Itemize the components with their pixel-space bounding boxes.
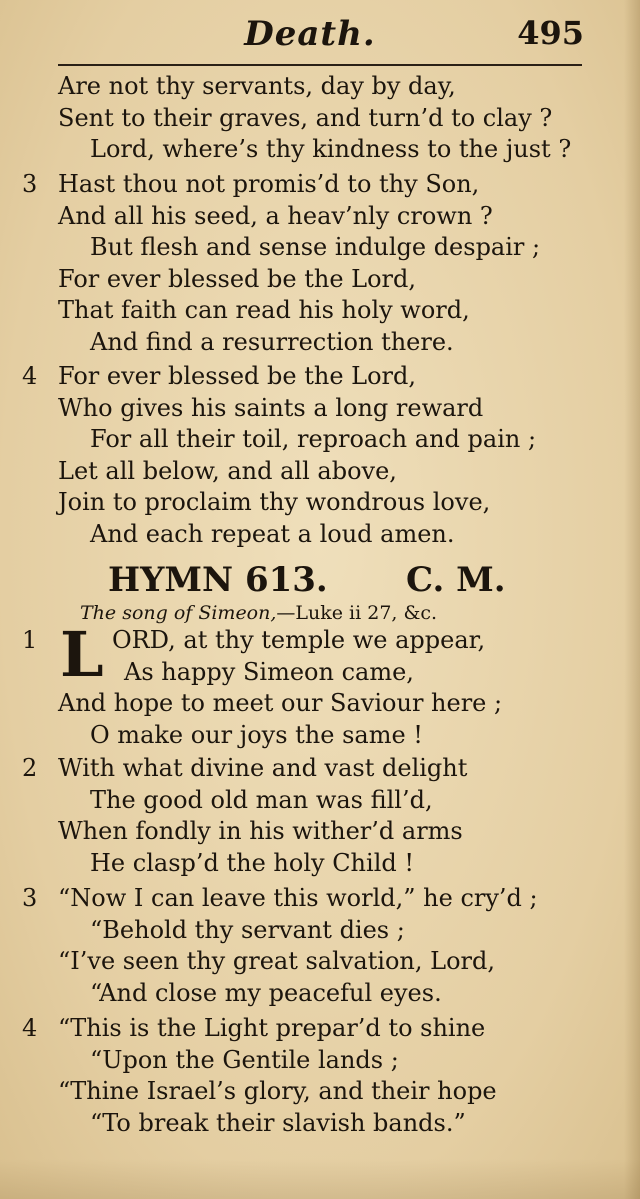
subtitle-italic: The song of Simeon, [80, 602, 277, 624]
verse-line-text: Sent to their graves, and turn’d to clay ? [58, 103, 553, 132]
verse-line-text: But flesh and sense indulge despair ; [90, 233, 541, 261]
verse-line-text: Lord, where’s thy kindness to the just ? [90, 135, 572, 163]
verse-line-text: With what divine and vast delight [58, 754, 468, 782]
verse-line-text: “And close my peaceful eyes. [90, 978, 442, 1007]
verse-number: 4 [22, 362, 38, 390]
verse-line-text: The good old man was fill’d, [90, 785, 433, 814]
verse-line-text: For all their toil, reproach and pain ; [90, 425, 537, 453]
hymn-subtitle [80, 600, 560, 626]
verse-line-text: “Thine Israel’s glory, and their hope [58, 1077, 497, 1105]
subtitle-reference: —Luke ii 27, &c. [276, 602, 438, 624]
verse-line-text: O make our joys the same ! [90, 720, 423, 749]
verse-line-text: For ever blessed be the Lord, [58, 362, 417, 390]
verse-line-text: And each repeat a loud amen. [90, 519, 455, 548]
verse-line-text: “To break their slavish bands.” [90, 1108, 466, 1137]
verse-line-text: “I’ve seen thy great salvation, Lord, [58, 947, 495, 975]
page-bottom-shade [0, 1159, 640, 1199]
running-title: Death. [244, 14, 376, 54]
verse-line-text: And find a resurrection there. [90, 327, 454, 356]
drop-cap: L [60, 618, 104, 691]
hymn-title: HYMN 613. [108, 560, 328, 600]
header-rule [58, 64, 582, 66]
verse-line-text: “Upon the Gentile lands ; [90, 1045, 399, 1074]
page-edge-shadow [624, 0, 640, 1199]
verse-line-text: For ever blessed be the Lord, [58, 264, 417, 293]
hymn-meter: C. M. [406, 560, 506, 600]
verse-line-text: Join to proclaim thy wondrous love, [58, 488, 491, 516]
verse-line-text: And all his seed, a heav’nly crown ? [58, 201, 493, 230]
verse-number: 3 [22, 884, 38, 912]
verse-line-text: He clasp’d the holy Child ! [90, 848, 414, 877]
verse-number: 1 [22, 626, 38, 654]
verse-line-text: As happy Simeon came, [124, 658, 414, 686]
verse-line-text: Let all below, and all above, [58, 456, 397, 485]
verse-line-text: “This is the Light prepar’d to shine [58, 1014, 486, 1042]
verse-number: 2 [22, 754, 38, 782]
page-header [0, 8, 640, 58]
verse-line-text: When fondly in his wither’d arms [58, 817, 463, 845]
verse-line-text: “Behold thy servant dies ; [90, 915, 405, 944]
page-number: 495 [517, 14, 584, 52]
verse-number: 3 [22, 170, 38, 198]
verse-line-text: That faith can read his holy word, [58, 296, 470, 324]
verse-line-text: Hast thou not promis’d to thy Son, [58, 170, 480, 198]
verse-line-text: ORD, at thy temple we appear, [112, 626, 486, 654]
verse-number: 4 [22, 1014, 38, 1042]
verse-line-text: “Now I can leave this world,” he cry’d ; [58, 884, 538, 912]
verse-line-text: And hope to meet our Saviour here ; [58, 689, 503, 717]
verse-line-text: Who gives his saints a long reward [58, 393, 484, 422]
verse-line-text: Are not thy servants, day by day, [58, 72, 456, 100]
